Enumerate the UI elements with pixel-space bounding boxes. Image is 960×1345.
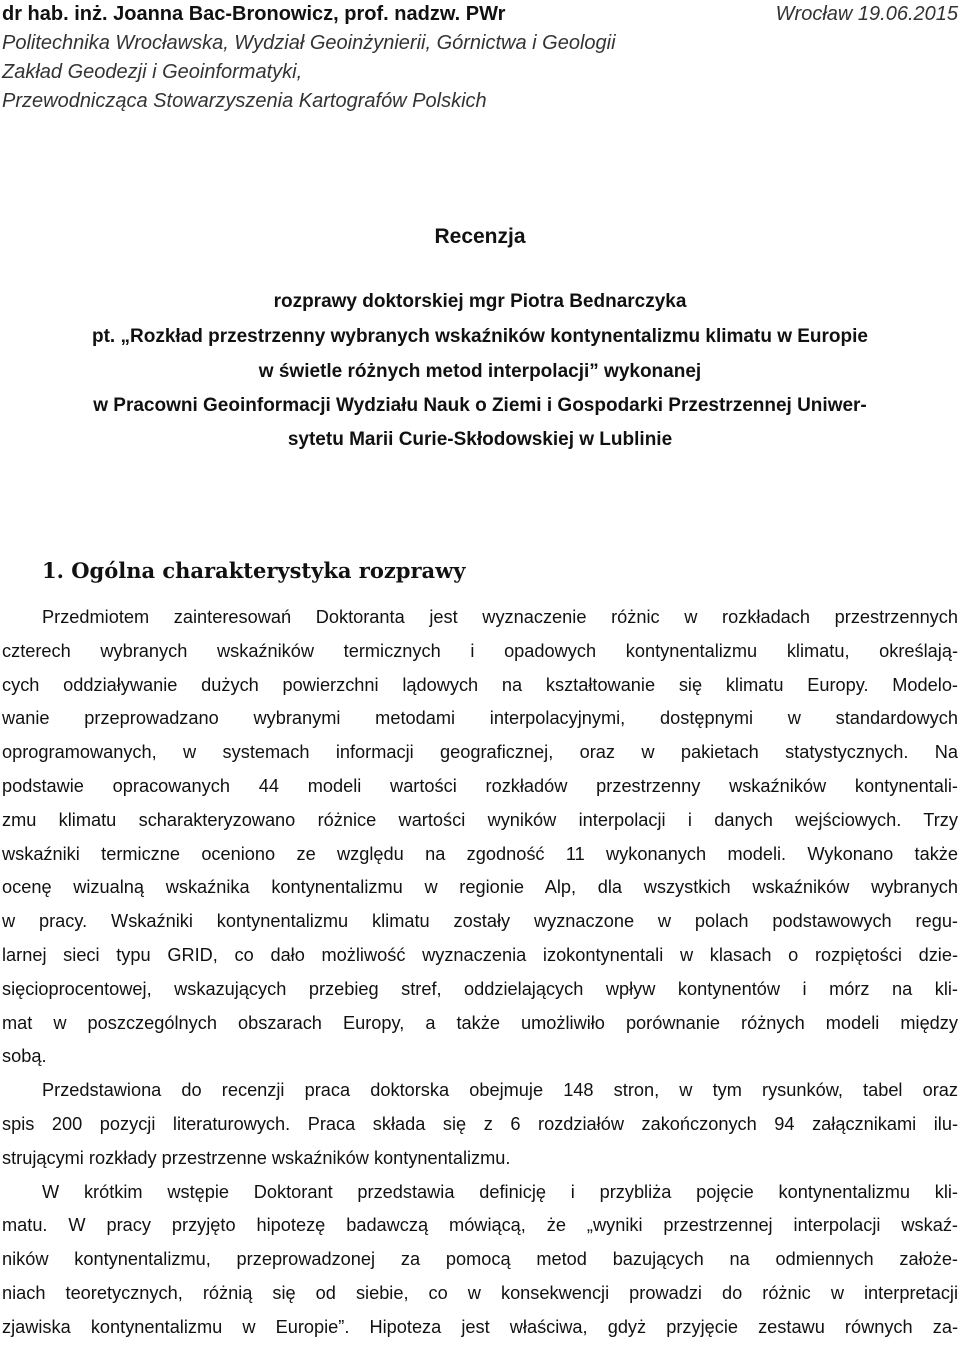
title-line: rozprawy doktorskiej mgr Piotra Bednarczyka — [273, 291, 687, 312]
title-line: pt. „Rozkład przestrzenny wybranych wskaźników kontynentalizmu klimatu w Europie — [92, 326, 868, 347]
body-line: spis 200 pozycji literaturowych. Praca składa się z 6 rozdziałów zakończonych 94 załącznikami ilu- — [2, 1113, 958, 1134]
body-line: zmu klimatu scharakteryzowano różnice wartości wyników interpolacji i danych wejściowych. Trzy — [2, 809, 958, 830]
body-line: wanie przeprowadzano wybranymi metodami interpolacyjnymi, dostępnymi w standardowych — [2, 708, 958, 729]
title-line: w Pracowni Geoinformacji Wydziału Nauk o Ziemi i Gospodarki Przestrzennej Uniwer- — [93, 395, 867, 416]
body-line: larnej sieci typu GRID, co dało możliwość wyznaczenia izokontynentali w klasach o rozpiętości dzie- — [2, 944, 958, 965]
body-line: w pracy. Wskaźniki kontynentalizmu klimatu zostały wyznaczone w polach podstawowych regu- — [2, 911, 958, 932]
body-line: mat w poszczególnych obszarach Europy, a także umożliwiło porównanie różnych modeli między — [2, 1012, 958, 1033]
body-line: strującymi rozkłady przestrzenne wskaźników kontynentalizmu. — [2, 1147, 511, 1168]
author-line: dr hab. inż. Joanna Bac-Bronowicz, prof. nadzw. PWr — [2, 3, 506, 25]
review-heading: Recenzja — [434, 225, 526, 248]
affiliation-line: Przewodnicząca Stowarzyszenia Kartografów Polskich — [2, 90, 487, 112]
body-line: W krótkim wstępie Doktorant przedstawia definicję i przybliża pojęcie kontynentalizmu kli- — [42, 1181, 958, 1202]
body-line: ników kontynentalizmu, przeprowadzonej za pomocą metod bazujących na odmiennych założe- — [2, 1249, 958, 1270]
body-line: ocenę wizualną wskaźnika kontynentalizmu w regionie Alp, dla wszystkich wskaźników wybranych — [2, 877, 958, 898]
body-line: sięcioprocentowej, wskazujących przebieg stref, oddzielających wpływ kontynentów i mórz na kli- — [2, 978, 958, 999]
body-line: cych oddziaływanie dużych powierzchni lądowych na kształtowanie się klimatu Europy. Modelo- — [2, 674, 958, 695]
body-line: podstawie opracowanych 44 modeli wartości rozkładów przestrzenny wskaźników kontynentali- — [2, 775, 958, 796]
body-line: sobą. — [2, 1046, 47, 1067]
body-line: matu. W pracy przyjęto hipotezę badawczą mówiącą, że „wyniki przestrzennej interpolacji wskaź- — [2, 1215, 958, 1236]
title-line: sytetu Marii Curie-Skłodowskiej w Lublinie — [287, 429, 673, 450]
body-text — [2, 601, 958, 1345]
body-line: niach teoretycznych, różnią się od siebie, co w konsekwencji prowadzi do różnic w interpretacji — [2, 1282, 958, 1303]
body-line: oprogramowanych, w systemach informacji geograficznej, oraz w pakietach statystycznych. Na — [2, 742, 958, 763]
body-line: zjawiska kontynentalizmu w Europie”. Hipoteza jest właściwa, gdyż przyjęcie zestawu równych za- — [2, 1316, 958, 1337]
body-line: Przedmiotem zainteresowań Doktoranta jest wyznaczenie różnic w rozkładach przestrzennych — [42, 607, 958, 627]
body-line: czterech wybranych wskaźników termicznych i opadowych kontynentalizmu klimatu, określają- — [2, 640, 958, 661]
section-heading: 1. Ogólna charakterystyka rozprawy — [42, 558, 466, 583]
affiliation-line: Politechnika Wrocławska, Wydział Geoinżynierii, Górnictwa i Geologii — [2, 32, 616, 54]
title-line: w świetle różnych metod interpolacji” wykonanej — [258, 361, 702, 382]
affiliation-line: Zakład Geodezji i Geoinformatyki, — [2, 61, 303, 83]
place-date: Wrocław 19.06.2015 — [775, 3, 958, 25]
body-line: wskaźniki termiczne oceniono ze względu na zgodność 11 wykonanych modeli. Wykonano także — [2, 843, 958, 864]
body-line: Przedstawiona do recenzji praca doktorska obejmuje 148 stron, w tym rysunków, tabel oraz — [42, 1080, 958, 1101]
